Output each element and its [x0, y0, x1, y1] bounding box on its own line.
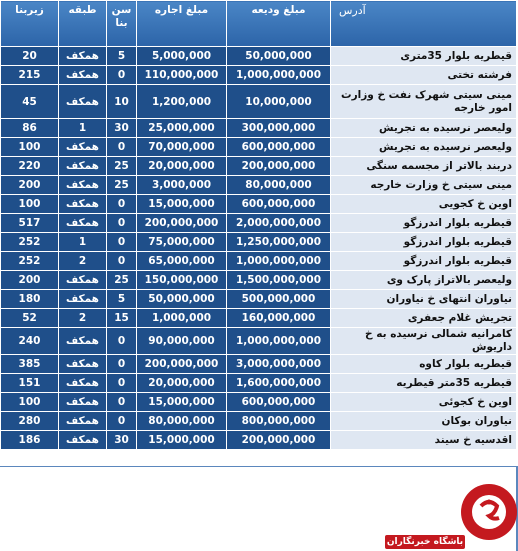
table-header-row [1, 1, 517, 47]
cell-address: کامرانیه شمالی نرسیده به خ داریوش [331, 328, 517, 355]
cell-deposit: 600,000,000 [227, 138, 331, 157]
table-row [1, 431, 517, 450]
cell-size: 100 [1, 138, 59, 157]
cell-floor: همکف [59, 214, 107, 233]
cell-size: 180 [1, 290, 59, 309]
cell-age: 0 [107, 66, 137, 85]
cell-rent: 15,000,000 [137, 431, 227, 450]
cell-floor: همکف [59, 374, 107, 393]
cell-size: 52 [1, 309, 59, 328]
cell-rent: 50,000,000 [137, 290, 227, 309]
cell-deposit: 500,000,000 [227, 290, 331, 309]
cell-rent: 90,000,000 [137, 328, 227, 355]
table-row [1, 66, 517, 85]
cell-size: 151 [1, 374, 59, 393]
table-row [1, 214, 517, 233]
cell-address: ولیعصر نرسیده به تجریش [331, 138, 517, 157]
cell-age: 0 [107, 393, 137, 412]
cell-size: 517 [1, 214, 59, 233]
cell-floor: همکف [59, 271, 107, 290]
cell-size: 215 [1, 66, 59, 85]
cell-address: مینی سیتی خ وزارت خارجه [331, 176, 517, 195]
cell-floor: همکف [59, 328, 107, 355]
cell-age: 30 [107, 431, 137, 450]
cell-deposit: 1,000,000,000 [227, 66, 331, 85]
cell-address: قیطریه بلوار کاوه [331, 355, 517, 374]
cell-size: 86 [1, 119, 59, 138]
cell-deposit: 600,000,000 [227, 195, 331, 214]
cell-deposit: 3,000,000,000 [227, 355, 331, 374]
cell-age: 0 [107, 138, 137, 157]
cell-deposit: 1,000,000,000 [227, 328, 331, 355]
cell-age: 25 [107, 176, 137, 195]
cell-rent: 150,000,000 [137, 271, 227, 290]
cell-age: 0 [107, 355, 137, 374]
cell-age: 25 [107, 271, 137, 290]
table-row [1, 47, 517, 66]
table-row [1, 412, 517, 431]
cell-rent: 1,200,000 [137, 85, 227, 119]
cell-address: قیطریه بلوار اندرزگو [331, 233, 517, 252]
cell-floor: همکف [59, 412, 107, 431]
cell-rent: 25,000,000 [137, 119, 227, 138]
cell-deposit: 1,500,000,000 [227, 271, 331, 290]
cell-address: دربند بالاتر از مجسمه سنگی [331, 157, 517, 176]
header-deposit: مبلغ ودیعه [227, 1, 331, 47]
cell-size: 200 [1, 271, 59, 290]
cell-size: 186 [1, 431, 59, 450]
table-row [1, 309, 517, 328]
cell-deposit: 1,250,000,000 [227, 233, 331, 252]
cell-address: قیطریه بلوار اندرزگو [331, 214, 517, 233]
cell-deposit: 160,000,000 [227, 309, 331, 328]
cell-deposit: 200,000,000 [227, 431, 331, 450]
header-address: آدرس [331, 1, 517, 47]
cell-age: 0 [107, 233, 137, 252]
cell-address: ولیعصر نرسیده به تجریش [331, 119, 517, 138]
table-row [1, 374, 517, 393]
table-row [1, 233, 517, 252]
header-floor: طبقه [59, 1, 107, 47]
cell-rent: 15,000,000 [137, 195, 227, 214]
cell-address: نیاوران انتهای خ نیاوران [331, 290, 517, 309]
cell-address: نیاوران بوکان [331, 412, 517, 431]
cell-floor: 2 [59, 309, 107, 328]
bottom-divider [0, 466, 518, 467]
cell-deposit: 600,000,000 [227, 393, 331, 412]
table-row [1, 393, 517, 412]
cell-rent: 200,000,000 [137, 214, 227, 233]
cell-deposit: 200,000,000 [227, 157, 331, 176]
cell-address: اوین خ کجوئی [331, 393, 517, 412]
cell-floor: همکف [59, 176, 107, 195]
header-size: زیربنا [1, 1, 59, 47]
cell-address: اوین خ کجویی [331, 195, 517, 214]
cell-address: ولیعصر بالاتراز پارک وی [331, 271, 517, 290]
cell-floor: همکف [59, 138, 107, 157]
cell-size: 200 [1, 176, 59, 195]
cell-age: 15 [107, 309, 137, 328]
cell-age: 5 [107, 290, 137, 309]
logo-caption: باشگاه خبرنگاران [386, 537, 464, 547]
cell-address: مینی سیتی شهرک نفت خ وزارت امور خارجه [331, 85, 517, 119]
cell-floor: 1 [59, 233, 107, 252]
cell-rent: 200,000,000 [137, 355, 227, 374]
cell-size: 280 [1, 412, 59, 431]
cell-rent: 5,000,000 [137, 47, 227, 66]
cell-floor: همکف [59, 393, 107, 412]
cell-deposit: 800,000,000 [227, 412, 331, 431]
cell-floor: همکف [59, 85, 107, 119]
cell-age: 0 [107, 412, 137, 431]
cell-age: 0 [107, 252, 137, 271]
cell-rent: 65,000,000 [137, 252, 227, 271]
cell-address: تجریش غلام جعفری [331, 309, 517, 328]
table-row [1, 138, 517, 157]
cell-age: 25 [107, 157, 137, 176]
cell-rent: 75,000,000 [137, 233, 227, 252]
cell-address: قیطریه بلوار اندرزگو [331, 252, 517, 271]
cell-address: اقدسیه خ سیند [331, 431, 517, 450]
cell-size: 220 [1, 157, 59, 176]
cell-deposit: 10,000,000 [227, 85, 331, 119]
table-row [1, 290, 517, 309]
table-body [1, 47, 517, 450]
cell-deposit: 1,600,000,000 [227, 374, 331, 393]
cell-floor: 1 [59, 119, 107, 138]
cell-age: 30 [107, 119, 137, 138]
table-row [1, 355, 517, 374]
cell-rent: 110,000,000 [137, 66, 227, 85]
table-row [1, 119, 517, 138]
cell-rent: 3,000,000 [137, 176, 227, 195]
header-rent: مبلغ اجاره [137, 1, 227, 47]
cell-age: 5 [107, 47, 137, 66]
cell-rent: 80,000,000 [137, 412, 227, 431]
table-row [1, 252, 517, 271]
cell-size: 45 [1, 85, 59, 119]
header-age: سن بنا [107, 1, 137, 47]
cell-size: 240 [1, 328, 59, 355]
cell-floor: همکف [59, 431, 107, 450]
cell-floor: 2 [59, 252, 107, 271]
cell-deposit: 80,000,000 [227, 176, 331, 195]
cell-rent: 1,000,000 [137, 309, 227, 328]
cell-floor: همکف [59, 47, 107, 66]
cell-deposit: 300,000,000 [227, 119, 331, 138]
cell-floor: همکف [59, 290, 107, 309]
cell-rent: 20,000,000 [137, 374, 227, 393]
cell-size: 20 [1, 47, 59, 66]
cell-address: قیطریه بلوار 35متری [331, 47, 517, 66]
cell-rent: 15,000,000 [137, 393, 227, 412]
table-row [1, 195, 517, 214]
cell-deposit: 2,000,000,000 [227, 214, 331, 233]
cell-size: 100 [1, 195, 59, 214]
cell-floor: همکف [59, 355, 107, 374]
cell-floor: همکف [59, 157, 107, 176]
cell-deposit: 1,000,000,000 [227, 252, 331, 271]
table-row [1, 328, 517, 355]
cell-rent: 20,000,000 [137, 157, 227, 176]
cell-size: 385 [1, 355, 59, 374]
table-row [1, 85, 517, 119]
table-row [1, 271, 517, 290]
cell-size: 252 [1, 252, 59, 271]
cell-age: 0 [107, 328, 137, 355]
cell-address: فرشته تختی [331, 66, 517, 85]
cell-age: 0 [107, 214, 137, 233]
cell-age: 0 [107, 195, 137, 214]
table-row [1, 157, 517, 176]
cell-floor: همکف [59, 66, 107, 85]
cell-age: 10 [107, 85, 137, 119]
cell-size: 252 [1, 233, 59, 252]
cell-rent: 70,000,000 [137, 138, 227, 157]
cell-floor: همکف [59, 195, 107, 214]
cell-address: قیطریه 35متر قیطریه [331, 374, 517, 393]
cell-deposit: 50,000,000 [227, 47, 331, 66]
cell-size: 100 [1, 393, 59, 412]
table-row [1, 176, 517, 195]
cell-age: 0 [107, 374, 137, 393]
